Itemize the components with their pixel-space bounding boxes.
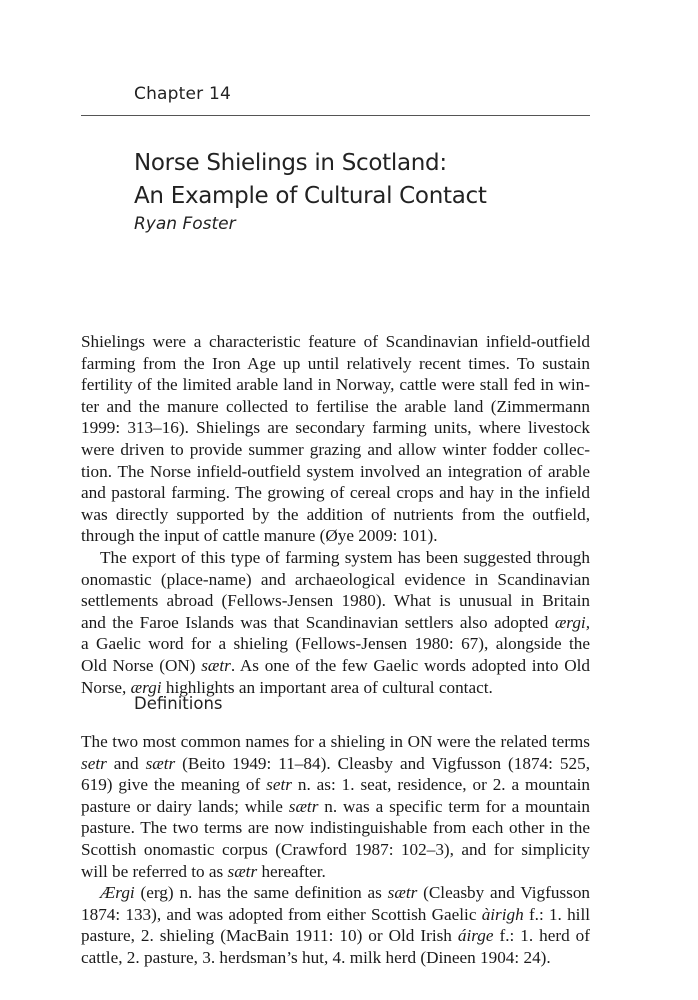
title-line-1: Norse Shielings in Scotland: [134, 150, 447, 176]
text-run: f.: 1. herd of [493, 926, 590, 946]
text-run: and the Faroe Islands was that Scandinavian settlers also adopted [81, 612, 555, 632]
text-line: settlements abroad (Fellows-Jensen 1980). What is unusual in Britain [81, 591, 590, 611]
text-run: hereafter. [257, 861, 326, 881]
section-heading-definitions: Definitions [134, 694, 223, 713]
text-line [81, 796, 590, 818]
text-line: was directly supported by the addition of nutrients from the outfield, [81, 504, 590, 524]
header-rule [81, 115, 590, 116]
text-line: 1999: 313–16). Shielings are secondary farming units, where livestock [81, 418, 590, 438]
text-run: 1874: 133), and was adopted from either Scottish Gaelic [81, 904, 482, 924]
text-line: Shielings were a characteristic feature of Scandinavian infield-outfield [81, 332, 590, 351]
text-run: f.: 1. hill [523, 904, 590, 924]
text-line: a Gaelic word for a shieling (Fellows-Jensen 1980: 67), alongside the [81, 634, 590, 654]
paragraph-3 [81, 731, 590, 882]
term-aergi: ærgi, [554, 612, 590, 632]
text-run: will be referred to as [81, 861, 228, 881]
term-saetr: sætr [227, 861, 258, 881]
text-line: pasture. The two terms are now indistinguishable from each other in the [81, 818, 590, 838]
text-line: fertility of the limited arable land in Norway, cattle were stall fed in win- [81, 375, 590, 395]
text-run: n. was a specific term for a mountain [318, 796, 591, 816]
text-run: 619) give the meaning of [81, 775, 267, 795]
text-line: ter and the manure collected to fertilise the arable land (Zimmermann [81, 396, 590, 416]
text-line [81, 861, 590, 883]
text-line: and pastoral farming. The growing of cereal crops and hay in the infield [81, 483, 590, 503]
term-aergi: Ærgi [100, 883, 135, 902]
author-name: Ryan Foster [134, 214, 236, 234]
paragraph-1 [81, 331, 590, 547]
term-aergi: ærgi [130, 677, 162, 697]
text-line: farming from the Iron Age up until relatively recent times. To sustain [81, 353, 590, 373]
text-run: and [106, 753, 146, 773]
text-line: through the input of cattle manure (Øye 2009: 101). [81, 526, 438, 546]
term-setr: setr [266, 775, 292, 795]
text-line: Scottish onomastic corpus (Crawford 1987: 102–3), and for simplicity [81, 839, 590, 859]
paragraph-2 [81, 547, 590, 698]
text-run: Old Norse (ON) [81, 655, 202, 675]
text-run: pasture or dairy lands; while [81, 796, 289, 816]
text-run: (erg) n. has the same definition as [134, 883, 388, 902]
text-line [81, 774, 590, 796]
text-line [81, 882, 590, 904]
term-saetr: sætr [288, 796, 319, 816]
term-saetr: sætr [145, 753, 176, 773]
text-line: were driven to provide summer grazing and allow winter fodder collec- [81, 439, 590, 459]
text-line: cattle, 2. pasture, 3. herdsman’s hut, 4. milk herd (Dineen 1904: 24). [81, 947, 551, 967]
text-run: (Cleasby and Vigfusson [417, 883, 591, 902]
text-run: (Beito 1949: 11–84). Cleasby and Vigfusson (1874: 525, [175, 753, 590, 773]
text-line [81, 655, 590, 677]
text-line [81, 925, 590, 947]
paragraph-4 [81, 882, 590, 968]
text-run: . As one of the few Gaelic words adopted into Old [230, 655, 590, 675]
text-run: highlights an important area of cultural contact. [161, 677, 493, 697]
text-line: onomastic (place-name) and archaeological evidence in Scandinavian [81, 569, 590, 589]
chapter-label: Chapter 14 [134, 84, 232, 104]
text-run: Norse, [81, 677, 131, 697]
text-run: n. as: 1. seat, residence, or 2. a mountain [291, 775, 590, 795]
text-line: The two most common names for a shieling in ON were the related terms [81, 732, 590, 751]
term-saetr: sætr [201, 655, 231, 675]
text-line: The export of this type of farming system has been suggested through [100, 548, 590, 567]
term-airge: áirge [457, 926, 494, 946]
text-line [81, 904, 590, 926]
text-line: tion. The Norse infield-outfield system involved an integration of arable [81, 461, 590, 481]
title-line-2: An Example of Cultural Contact [134, 183, 487, 209]
term-airigh: àirigh [481, 904, 524, 924]
text-run: pasture, 2. shieling (MacBain 1911: 10) or Old Irish [81, 926, 458, 946]
term-setr: setr [81, 753, 107, 773]
term-saetr: sætr [387, 883, 418, 902]
text-line [81, 753, 590, 775]
chapter-title [134, 147, 487, 213]
text-line [81, 612, 590, 634]
